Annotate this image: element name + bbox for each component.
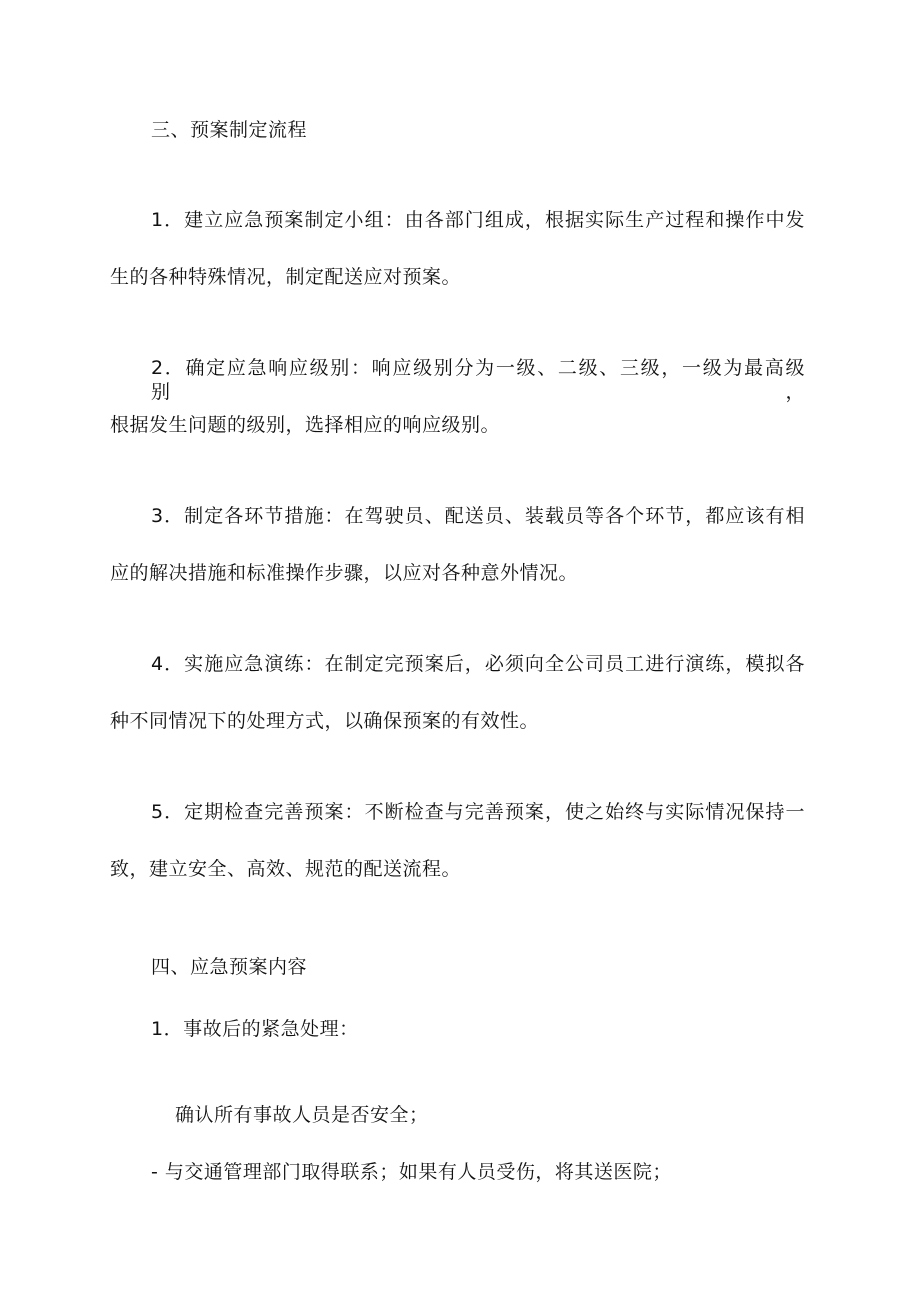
item-4-line-2: 种不同情况下的处理方式，以确保预案的有效性。: [110, 710, 540, 732]
bullet-item-2: - 与交通管理部门取得联系；如果有人员受伤，将其送医院；: [151, 1161, 672, 1183]
item-4-line-1: 4．实施应急演练：在制定完预案后，必须向全公司员工进行演练，模拟各: [151, 653, 805, 675]
item-1-line-2: 生的各种特殊情况，制定配送应对预案。: [110, 266, 462, 288]
item-2-line-1: 2．确定应急响应级别：响应级别分为一级、二级、三级，一级为最高级别，: [151, 357, 805, 403]
item-3-line-1: 3．制定各环节措施：在驾驶员、配送员、装载员等各个环节，都应该有相: [151, 505, 805, 527]
bullet-item-1: 确认所有事故人员是否安全；: [175, 1104, 429, 1126]
section-heading-4: 四、应急预案内容: [151, 956, 308, 978]
section-heading-3: 三、预案制定流程: [151, 119, 308, 141]
item-3-line-2: 应的解决措施和标准操作步骤，以应对各种意外情况。: [110, 562, 579, 584]
item-5-line-1: 5．定期检查完善预案：不断检查与完善预案，使之始终与实际情况保持一: [151, 801, 805, 823]
subheading-emergency-handling: 1．事故后的紧急处理：: [151, 1018, 359, 1040]
item-1-line-1: 1．建立应急预案制定小组：由各部门组成，根据实际生产过程和操作中发: [151, 209, 805, 231]
item-2-line-2: 根据发生问题的级别，选择相应的响应级别。: [110, 414, 501, 436]
item-5-line-2: 致，建立安全、高效、规范的配送流程。: [110, 858, 462, 880]
